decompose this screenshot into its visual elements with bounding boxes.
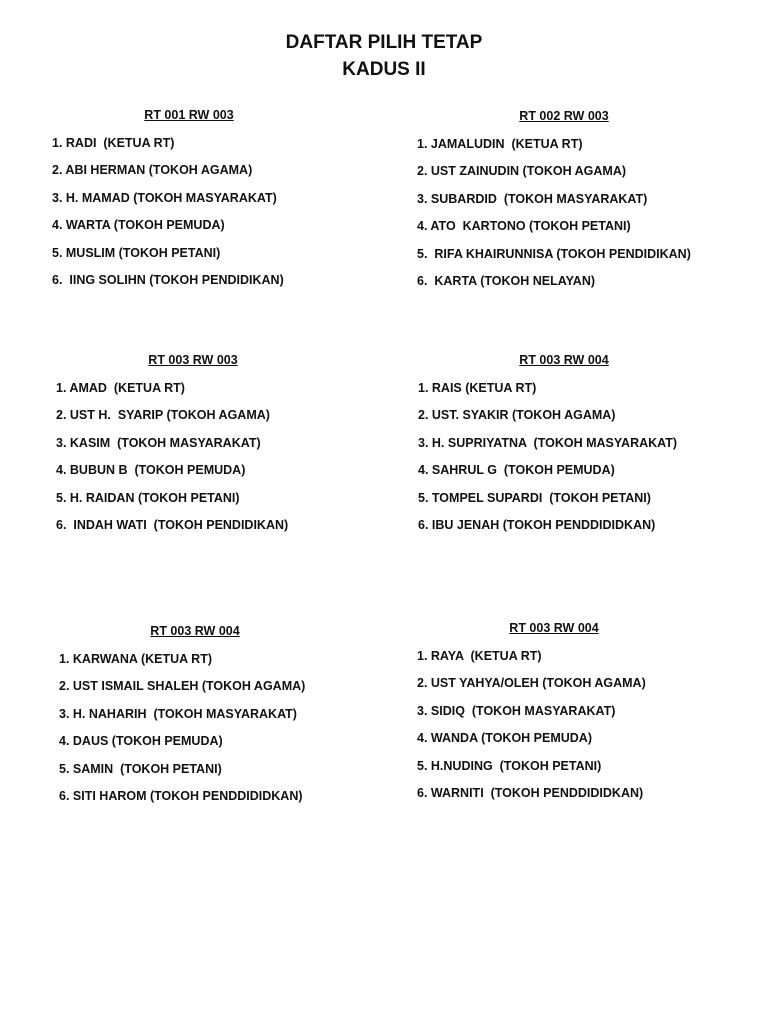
list-item: 3. KASIM (TOKOH MASYARAKAT) <box>56 435 261 450</box>
block-heading: RT 001 RW 003 <box>144 108 234 122</box>
list-item: 1. RAYA (KETUA RT) <box>417 649 542 663</box>
list-item: 1. AMAD (KETUA RT) <box>56 381 185 395</box>
list-item: 5. SAMIN (TOKOH PETANI) <box>59 761 222 776</box>
list-item: 1. RADI (KETUA RT) <box>52 136 175 150</box>
voter-list <box>417 135 757 299</box>
list-item: 4. ATO KARTONO (TOKOH PETANI) <box>417 219 631 234</box>
list-item: 4. SAHRUL G (TOKOH PEMUDA) <box>418 463 615 478</box>
list-item: 6. KARTA (TOKOH NELAYAN) <box>417 273 596 288</box>
list-item: 4. BUBUN B (TOKOH PEMUDA) <box>56 463 246 478</box>
list-item: 2. UST ISMAIL SHALEH (TOKOH AGAMA) <box>59 679 306 694</box>
list-item: 3. SIDIQ (TOKOH MASYARAKAT) <box>417 703 616 718</box>
list-item: 6. SITI HAROM (TOKOH PENDDIDIDKAN) <box>59 788 303 803</box>
rt-block-3 <box>56 351 396 543</box>
block-heading: RT 003 RW 004 <box>519 353 609 367</box>
block-heading: RT 003 RW 003 <box>148 353 238 367</box>
rt-block-4 <box>418 351 758 543</box>
list-item: 2. UST ZAINUDIN (TOKOH AGAMA) <box>417 164 627 179</box>
voter-list <box>52 134 392 298</box>
list-item: 6. IING SOLIHN (TOKOH PENDIDIKAN) <box>52 272 284 287</box>
list-item: 2. UST. SYAKIR (TOKOH AGAMA) <box>418 408 616 423</box>
rt-block-2 <box>417 107 757 299</box>
list-item: 6. IBU JENAH (TOKOH PENDDIDIDKAN) <box>418 517 656 532</box>
list-item: 2. UST YAHYA/OLEH (TOKOH AGAMA) <box>417 676 646 691</box>
voter-list <box>56 379 396 543</box>
block-heading: RT 003 RW 004 <box>509 621 599 635</box>
list-item: 5. MUSLIM (TOKOH PETANI) <box>52 245 221 260</box>
document-subtitle: KADUS II <box>342 59 426 80</box>
list-item: 4. DAUS (TOKOH PEMUDA) <box>59 734 223 749</box>
list-item: 3. H. NAHARIH (TOKOH MASYARAKAT) <box>59 706 297 721</box>
list-item: 3. H. SUPRIYATNA (TOKOH MASYARAKAT) <box>418 435 678 450</box>
rt-block-1 <box>52 106 392 298</box>
document-title: DAFTAR PILIH TETAP <box>285 32 483 53</box>
rt-block-6 <box>417 619 757 811</box>
list-item: 3. H. MAMAD (TOKOH MASYARAKAT) <box>52 190 277 205</box>
list-item: 5. RIFA KHAIRUNNISA (TOKOH PENDIDIKAN) <box>417 246 691 261</box>
list-item: 1. KARWANA (KETUA RT) <box>59 652 213 666</box>
list-item: 3. SUBARDID (TOKOH MASYARAKAT) <box>417 191 648 206</box>
rt-block-5 <box>59 622 399 814</box>
list-item: 5. H.NUDING (TOKOH PETANI) <box>417 758 602 773</box>
voter-list <box>417 647 757 811</box>
list-item: 6. WARNITI (TOKOH PENDDIDIDKAN) <box>417 785 644 800</box>
list-item: 5. H. RAIDAN (TOKOH PETANI) <box>56 490 240 505</box>
list-item: 2. ABI HERMAN (TOKOH AGAMA) <box>52 163 253 178</box>
list-item: 1. RAIS (KETUA RT) <box>418 381 537 395</box>
block-heading: RT 003 RW 004 <box>150 624 240 638</box>
list-item: 4. WARTA (TOKOH PEMUDA) <box>52 218 225 233</box>
voter-list <box>59 650 399 814</box>
voter-list <box>418 379 758 543</box>
list-item: 4. WANDA (TOKOH PEMUDA) <box>417 731 592 746</box>
list-item: 1. JAMALUDIN (KETUA RT) <box>417 137 583 151</box>
list-item: 2. UST H. SYARIP (TOKOH AGAMA) <box>56 408 270 423</box>
block-heading: RT 002 RW 003 <box>519 109 609 123</box>
list-item: 5. TOMPEL SUPARDI (TOKOH PETANI) <box>418 490 651 505</box>
list-item: 6. INDAH WATI (TOKOH PENDIDIKAN) <box>56 517 289 532</box>
